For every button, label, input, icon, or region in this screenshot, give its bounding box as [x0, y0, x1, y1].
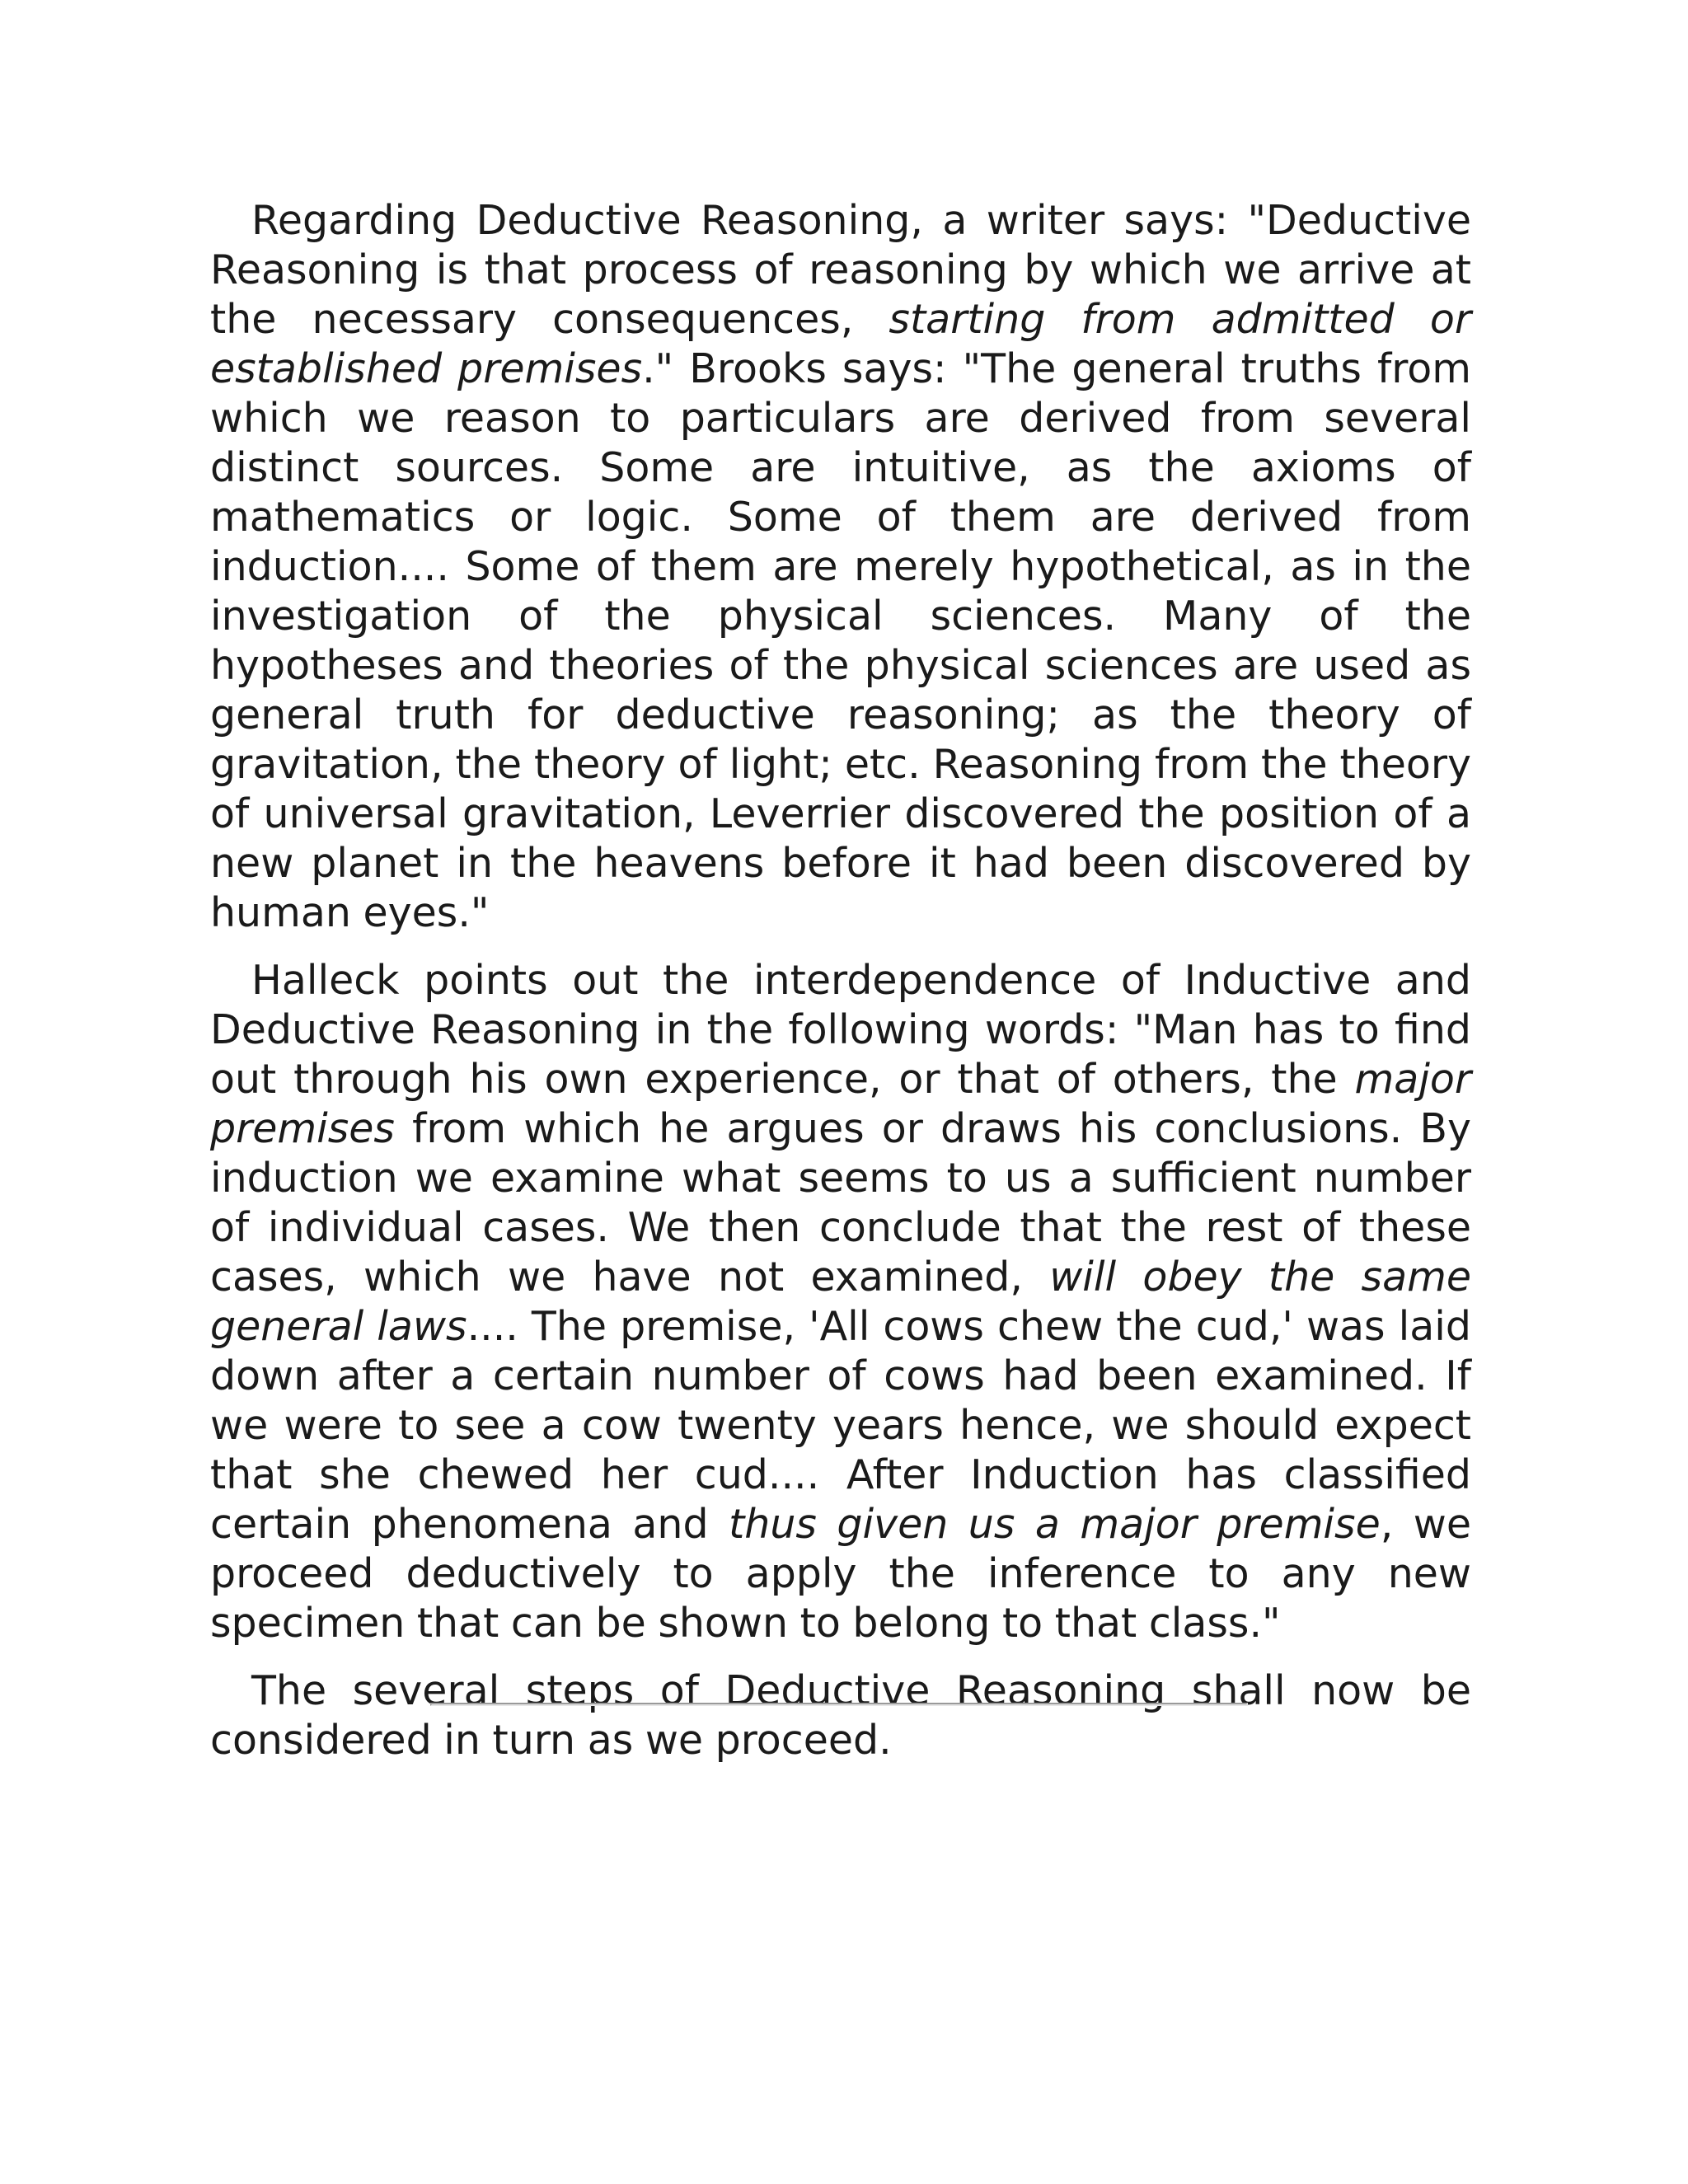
text-segment: Halleck points out the interdependence of Inductive and Deductive Reasoning in the following words: "Man has to find out through his own experience, or that of others, the	[210, 957, 1471, 1103]
text-segment: The several steps of Deductive Reasoning shall now be considered in turn as we proceed.	[210, 1667, 1471, 1764]
document-page	[210, 196, 1471, 1783]
text-segment: .... The premise, 'All cows chew the cud,' was laid down after a certain number of cows had been examined. If we were to see a cow twenty years hence, we should expect that she chewed her cud.... After Induction has classified certain phenomena and	[210, 1303, 1472, 1548]
horizontal-rule	[430, 1703, 1248, 1706]
italic-segment: will obey the same general laws	[210, 1254, 1471, 1350]
paragraph-halleck	[210, 956, 1471, 1648]
paragraph-deductive-reasoning	[210, 196, 1471, 938]
italic-segment: thus given us a major premise	[729, 1501, 1381, 1548]
text-segment: Regarding Deductive Reasoning, a writer says: "Deductive Reasoning is that process of reasoning by which we arrive at the necessary consequences,	[210, 197, 1471, 343]
italic-segment: major premises	[210, 1056, 1471, 1152]
italic-segment: starting from admitted or established premises	[210, 296, 1471, 392]
paragraph-several-steps	[210, 1666, 1471, 1765]
text-segment: from which he argues or draws his conclusions. By induction we examine what seems to us a sufficient number of individual cases. We then conclude that the rest of these cases, which we have not examined,	[210, 1105, 1471, 1301]
text-segment: ." Brooks says: "The general truths from which we reason to particulars are derived from several distinct sources. Some are intuitive, as the axioms of mathematics or logic. Some of them are derived from induction.... Some of them are merely hypothetical, as in the investigation of the physical sciences. Many of the hypotheses and theories of the physical sciences are used as general truth for deductive reasoning; as the theory of gravitation, the theory of light; etc. Reasoning from the theory of universal gravitation, Leverrier discovered the position of a new planet in the heavens before it had been discovered by human eyes."	[210, 345, 1471, 936]
text-segment: , we proceed deductively to apply the inference to any new specimen that can be shown to belong to that class."	[210, 1501, 1472, 1647]
